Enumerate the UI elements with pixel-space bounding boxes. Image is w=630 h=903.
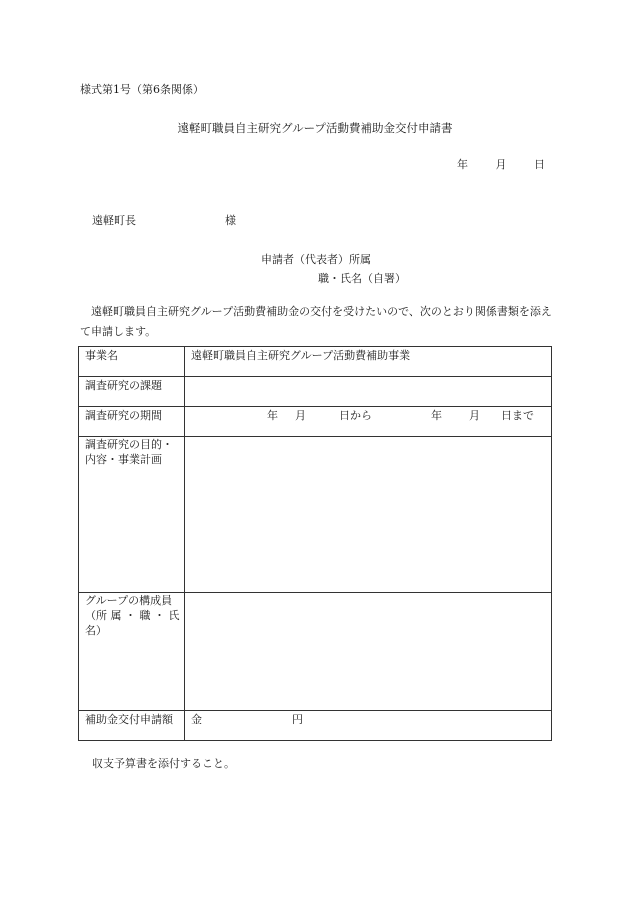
amount-prefix: 金 <box>191 713 202 726</box>
project-label: 事業名 <box>79 347 185 377</box>
amount-label: 補助金交付申請額 <box>79 711 185 741</box>
table-row-members <box>79 593 552 711</box>
period-from-month: 月 <box>295 409 306 422</box>
table-row-theme <box>79 377 552 407</box>
table-row-purpose <box>79 437 552 593</box>
purpose-label <box>79 437 185 593</box>
period-value[interactable] <box>185 407 552 437</box>
period-to-day: 日まで <box>501 409 534 422</box>
table-row-amount <box>79 711 552 741</box>
period-from-year: 年 <box>267 409 278 422</box>
applicant-name: 職・氏名（自署） <box>318 272 406 285</box>
addressee <box>92 212 236 228</box>
addressee-name: 遠軽町長 <box>92 214 136 227</box>
application-table <box>78 346 552 741</box>
members-label-line2: （所 属 ・ 職 ・ 氏 <box>85 609 180 622</box>
form-number: 様式第1号（第6条関係） <box>80 83 204 96</box>
attachment-note: 収支予算書を添付すること。 <box>92 757 235 770</box>
period-to-year: 年 <box>431 409 442 422</box>
table-row-project <box>79 347 552 377</box>
project-value[interactable]: 遠軽町職員自主研究グループ活動費補助事業 <box>185 347 552 377</box>
addressee-honorific: 様 <box>225 214 236 227</box>
theme-label: 調査研究の課題 <box>79 377 185 407</box>
amount-value[interactable] <box>185 711 552 741</box>
table-row-period <box>79 407 552 437</box>
date-year: 年 <box>457 158 468 171</box>
members-label-line3: 名） <box>85 624 107 637</box>
document-title: 遠軽町職員自主研究グループ活動費補助金交付申請書 <box>177 121 453 135</box>
members-label <box>79 593 185 711</box>
members-value[interactable] <box>185 593 552 711</box>
amount-unit: 円 <box>292 713 303 726</box>
period-from-day: 日から <box>339 409 372 422</box>
period-to-month: 月 <box>469 409 480 422</box>
members-label-line1: グループの構成員 <box>85 594 173 607</box>
date-day: 日 <box>534 158 545 171</box>
applicant-affiliation: 申請者（代表者）所属 <box>261 253 371 266</box>
purpose-label-line2: 内容・事業計画 <box>85 453 162 466</box>
intro-text: 遠軽町職員自主研究グループ活動費補助金の交付を受けたいので、次のとおり関係書類を添えて申請します。 <box>80 305 552 338</box>
purpose-value[interactable] <box>185 437 552 593</box>
period-label: 調査研究の期間 <box>79 407 185 437</box>
theme-value[interactable] <box>185 377 552 407</box>
purpose-label-line1: 調査研究の目的・ <box>85 438 173 451</box>
date-month: 月 <box>495 158 507 171</box>
date-line <box>457 156 545 172</box>
